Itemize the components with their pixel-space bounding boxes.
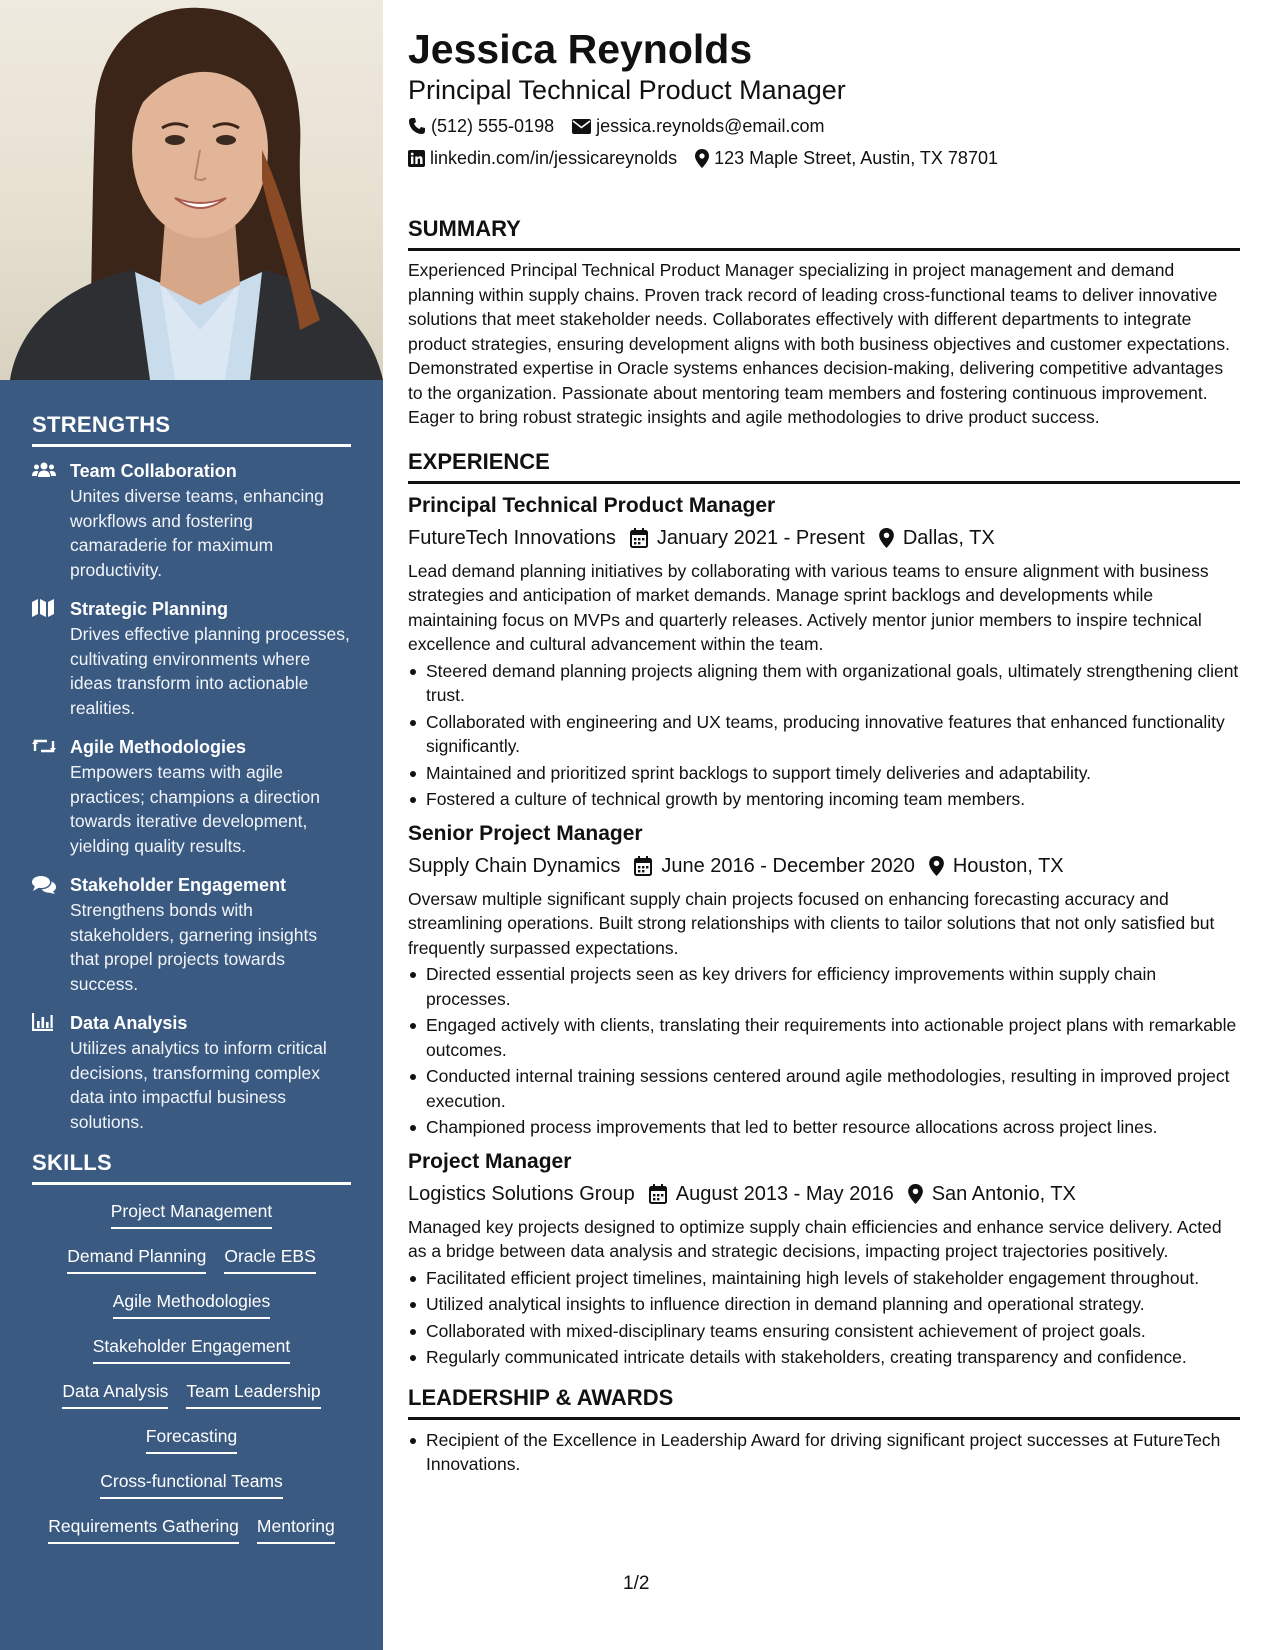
skill-tag: Oracle EBS [224, 1244, 315, 1274]
calendar-icon [634, 856, 652, 876]
skills-heading: SKILLS [32, 1150, 351, 1185]
date-range: August 2013 - May 2016 [675, 1182, 894, 1205]
job-meta [408, 852, 1240, 880]
envelope-icon [572, 119, 591, 134]
job-dates [634, 852, 915, 880]
strength-item [32, 459, 351, 582]
retweet-icon [32, 735, 70, 858]
sidebar [0, 0, 383, 1650]
job-title: Senior Project Manager [408, 821, 643, 845]
summary-heading: SUMMARY [408, 215, 1240, 251]
job-title: Project Manager [408, 1149, 572, 1173]
comments-icon [32, 873, 70, 996]
skill-tag: Data Analysis [62, 1379, 168, 1409]
candidate-name: Jessica Reynolds [408, 26, 753, 72]
strength-description: Strengthens bonds with stakeholders, garnering insights that propel projects towards success. [70, 900, 318, 994]
skill-tag: Cross-functional Teams [100, 1469, 283, 1499]
company-name: FutureTech Innovations [408, 526, 616, 549]
job-entry [408, 820, 1240, 1140]
contact-row [408, 145, 1240, 171]
map-marker-icon [695, 149, 709, 168]
skill-tag: Requirements Gathering [48, 1514, 239, 1544]
main-content [408, 0, 1240, 1479]
chart-bar-icon [32, 1011, 70, 1134]
strengths-heading: STRENGTHS [32, 412, 351, 447]
bullet-item: Steered demand planning projects aligning them with organizational goals, ultimately strengthening client trust. [408, 659, 1240, 708]
location-text: Houston, TX [952, 854, 1064, 877]
job-entry [408, 492, 1240, 812]
page-number: 1/2 [623, 1573, 650, 1594]
phone-contact [408, 113, 554, 139]
job-title: Principal Technical Product Manager [408, 493, 776, 517]
strength-description: Utilizes analytics to inform critical decisions, transforming complex data into impactful business solutions. [70, 1038, 327, 1132]
bullet-item: Collaborated with mixed-disciplinary teams ensuring consistent achievement of project goals. [408, 1319, 1240, 1344]
contact-row [408, 113, 1240, 139]
bullet-item: Fostered a culture of technical growth by mentoring incoming team members. [408, 787, 1240, 812]
company-name: Supply Chain Dynamics [408, 854, 621, 877]
skill-tag: Project Management [111, 1199, 272, 1229]
bullet-item: Regularly communicated intricate details with stakeholders, creating transparency and confidence. [408, 1345, 1240, 1370]
job-description: Lead demand planning initiatives by collaborating with various teams to ensure alignment with business strategies and anticipation of market demands. Manage sprint backlogs and developments while maintaining focus on MVPs and quarterly releases. Actively mentor junior members to inspire technical excellence and cultural advancement within the team. [408, 560, 1209, 654]
skill-tag: Mentoring [257, 1514, 335, 1544]
strength-description: Drives effective planning processes, cultivating environments where ideas transform into actionable realities. [70, 624, 350, 718]
experience-heading: EXPERIENCE [408, 448, 1240, 484]
street-address: 123 Maple Street, Austin, TX 78701 [714, 148, 998, 168]
location-text: Dallas, TX [902, 526, 995, 549]
job-description: Oversaw multiple significant supply chain projects focused on enhancing forecasting accuracy and streamlining operations. Built strong relationships with clients to tailor solutions that not only satisfied but frequently surpassed expectations. [408, 888, 1215, 958]
strength-title: Stakeholder Engagement [70, 875, 287, 895]
bullet-item: Utilized analytical insights to influence direction in demand planning and operational strategy. [408, 1292, 1240, 1317]
company-name: Logistics Solutions Group [408, 1182, 635, 1205]
strength-title: Strategic Planning [70, 599, 229, 619]
strength-description: Empowers teams with agile practices; champions a direction towards iterative development, yielding quality results. [70, 762, 320, 856]
bullet-item: Directed essential projects seen as key drivers for efficiency improvements within supply chain processes. [408, 962, 1240, 1011]
date-range: June 2016 - December 2020 [661, 854, 915, 877]
bullet-item: Collaborated with engineering and UX teams, producing innovative features that enhanced functionality significantly. [408, 710, 1240, 759]
skill-tag: Demand Planning [67, 1244, 206, 1274]
summary-text: Experienced Principal Technical Product Manager specializing in project management and demand planning within supply chains. Proven track record of leading cross-functional teams to deliver innovative solutions that meet stakeholder needs. Collaborates effectively with different departments to integrate product strategies, ensuring development aligns with both business objectives and customer expectations. Demonstrated expertise in Oracle systems enhances decision-making, delivering competitive advantages to the organization. Passionate about mentoring team members and fostering continuous improvement. Eager to bring robust strategic insights and agile methodologies to drive product success. [408, 260, 1230, 427]
job-meta [408, 524, 1240, 552]
bullet-item: Conducted internal training sessions centered around agile methodologies, resulting in improved project execution. [408, 1064, 1240, 1113]
date-range: January 2021 - Present [656, 526, 865, 549]
linkedin-contact [408, 145, 677, 171]
job-bullets [408, 962, 1240, 1140]
skill-tag: Stakeholder Engagement [93, 1334, 291, 1364]
candidate-title: Principal Technical Product Manager [408, 75, 846, 105]
job-meta [408, 1180, 1240, 1208]
email-address[interactable]: jessica.reynolds@email.com [596, 116, 825, 136]
map-marker-icon [929, 856, 944, 876]
strength-description: Unites diverse teams, enhancing workflows and fostering camaraderie for maximum productivity. [70, 486, 324, 580]
bullet-item: Recipient of the Excellence in Leadership Award for driving significant project successes at FutureTech Innovations. [408, 1428, 1240, 1477]
linkedin-url[interactable]: linkedin.com/in/jessicareynolds [430, 148, 678, 168]
map-icon [32, 597, 70, 720]
portrait-illustration [0, 0, 383, 380]
skill-tag: Team Leadership [186, 1379, 320, 1409]
job-location [929, 852, 1064, 880]
address-contact [695, 145, 998, 171]
bullet-item: Facilitated efficient project timelines, maintaining high levels of stakeholder engagement throughout. [408, 1266, 1240, 1291]
leadership-heading: LEADERSHIP & AWARDS [408, 1384, 1240, 1420]
job-bullets [408, 1266, 1240, 1370]
bullet-item: Championed process improvements that led to better resource allocations across project lines. [408, 1115, 1240, 1140]
skill-tag: Forecasting [146, 1424, 237, 1454]
phone-number[interactable]: (512) 555-0198 [431, 116, 555, 136]
phone-icon [408, 117, 426, 135]
strength-item [32, 735, 351, 858]
calendar-icon [630, 528, 648, 548]
skills-list [32, 1199, 351, 1544]
users-icon [32, 459, 70, 582]
map-marker-icon [908, 1184, 923, 1204]
leadership-bullets [408, 1428, 1240, 1477]
job-description: Managed key projects designed to optimize supply chain efficiencies and enhance service delivery. Acted as a bridge between data analysis and strategic decisions, impacting project trajectories positively. [408, 1216, 1222, 1261]
job-location [908, 1180, 1076, 1208]
strength-title: Team Collaboration [70, 461, 237, 481]
job-location [879, 524, 995, 552]
job-bullets [408, 659, 1240, 812]
job-entry [408, 1148, 1240, 1370]
bullet-item: Engaged actively with clients, translating their requirements into actionable project plans with remarkable outcomes. [408, 1013, 1240, 1062]
strength-title: Data Analysis [70, 1013, 188, 1033]
strengths-list [32, 459, 351, 1134]
strength-item [32, 597, 351, 720]
strength-item [32, 1011, 351, 1134]
skill-tag: Agile Methodologies [113, 1289, 271, 1319]
strength-title: Agile Methodologies [70, 737, 247, 757]
profile-photo [0, 0, 383, 380]
bullet-item: Maintained and prioritized sprint backlogs to support timely deliveries and adaptability. [408, 761, 1240, 786]
calendar-icon [649, 1184, 667, 1204]
job-dates [630, 524, 865, 552]
location-text: San Antonio, TX [931, 1182, 1076, 1205]
email-contact [572, 113, 824, 139]
strength-item [32, 873, 351, 996]
map-marker-icon [879, 528, 894, 548]
linkedin-icon [408, 150, 425, 167]
job-dates [649, 1180, 894, 1208]
